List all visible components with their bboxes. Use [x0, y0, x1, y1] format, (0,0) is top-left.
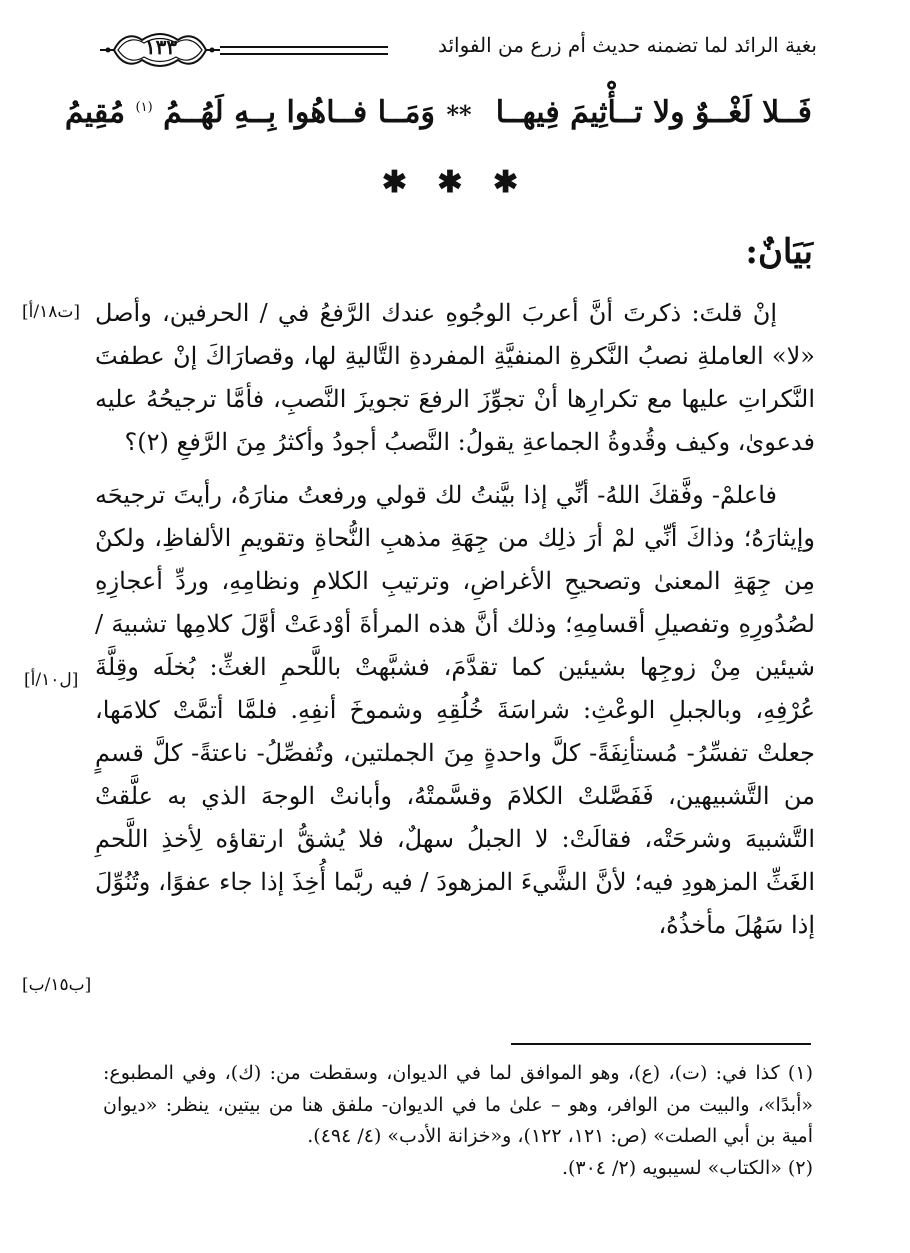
margin-note: [ب١٥/ب]: [22, 975, 92, 995]
page-number: ١٣٣: [144, 35, 178, 59]
verse-second-hemistich-text: وَمَــا فــاهُوا بِــهِ لَهُــمُ: [163, 95, 435, 130]
footnote-ref: (١): [135, 100, 153, 115]
running-title: بغية الرائد لما تضمنه حديث أم زرع من الفوائد: [437, 33, 817, 57]
margin-note: [ت١٨/أ]: [22, 302, 80, 322]
margin-note: [ل١٠/أ]: [24, 670, 79, 690]
footnote-rule: [511, 1043, 811, 1045]
verse-last-word: مُقِيمُ: [64, 95, 126, 130]
paragraph: فاعلمْ- وفَّقكَ اللهُ- أنِّي إذا بيَّنتُ لك قولي ورفعتُ منارَهُ، رأيتَ ترجيحَه وإيثارَهُ؛ وذاكَ أنِّي لمْ أرَ ذلِك من جِهَةِ مذهبِ النُّحاةِ وتقويمِ الألفاظِ، ولكنْ مِن جِهَةِ المعنىٰ وتصحيحِ الأغراضِ، وترتيبِ الكلامِ ونظامِهِ، وردِّ أعجازِهِ لصُدُورِهِ وتفصيلِ أقسامِهِ؛ وذلك أنَّ هذه المرأةَ أوْدعَتْ أوَّلَ كلامِها تشبيهَ / شيئين مِنْ زوجِها بشيئين كما تقدَّمَ، فشبَّهتْ باللَّحمِ الغثِّ: بُخلَه وقِلَّةَ عُرْفِهِ، وبالجبلِ الوعْثِ: شراسَةَ خُلُقِهِ وشموخَ أنفِهِ. فلمَّا أتمَّتْ كلامَها، جعلتْ تفسِّرُ- مُستأنِفَةً- كلَّ واحدةٍ مِنَ الجملتين، وتُفصِّلُ- ناعتةً- كلَّ قسمٍ من التَّشبيهين، فَفَصَّلتْ الكلامَ وقسَّمتْهُ، وأبانتْ الوجهَ الذي به علَّقتْ التَّشبيهَ وشرحَتْه، فقالَتْ: لا الجبلُ سهلٌ، فلا يُشقُّ ارتقاؤه لِأخذِ اللَّحمِ الغَثِّ المزهودِ فيه؛ لأنَّ الشَّيءَ المزهودَ / فيه ربَّما أُخِذَ إذا جاء عفوًا، وتُنُوِّلَ إذا سَهُلَ مأخذُهُ،: [95, 481, 815, 939]
section-heading: بَيَانٌ:: [745, 232, 813, 272]
footnotes: [103, 1058, 813, 1184]
header-rule: [220, 53, 388, 55]
verse-separator: **: [446, 100, 472, 129]
body-text: [95, 292, 815, 947]
footnote: (١) كذا في: (ت)، (ع)، وهو الموافق لما في الديوان، وسقطت من: (ك)، وفي المطبوع: «أبدًا»، والبيت من الوافر، وهو – علىٰ ما في الديوان- ملفق هنا من بيتين، ينظر: «ديوان أمية بن أبي الصلت» (ص: ١٢١، ١٢٢)، و«خزانة الأدب» (٤/ ٤٩٤).: [103, 1062, 813, 1147]
header-rule: [220, 46, 388, 48]
section-divider-stars: ✱ ✱ ✱: [381, 165, 529, 200]
verse-first-hemistich: فَــلا لَغْــوٌ ولا تــأْثِيمَ فِيهــا: [495, 95, 812, 130]
paragraph: إنْ قلتَ: ذكرتَ أنَّ أعربَ الوجُوهِ عندك الرَّفعُ في / الحرفين، وأصل «لا» العاملةِ نصبُ النَّكرةِ المنفيَّةِ المفردةِ التَّاليةِ لها، وقصارَاكَ إنْ عطفتَ النَّكراتِ عليها مع تكرارِها أنْ تجوِّزَ الرفعَ تجويزَ النَّصبِ، فأمَّا ترجيحُهُ عليه فدعوىٰ، وكيف وقُدوةُ الجماعةِ يقولُ: النَّصبُ أجودُ وأكثرُ مِنَ الرَّفعِ (٢)؟: [95, 299, 815, 456]
verse-second-hemistich: [64, 95, 435, 130]
footnote: (٢) «الكتاب» لسيبويه (٢/ ٣٠٤).: [561, 1156, 813, 1179]
